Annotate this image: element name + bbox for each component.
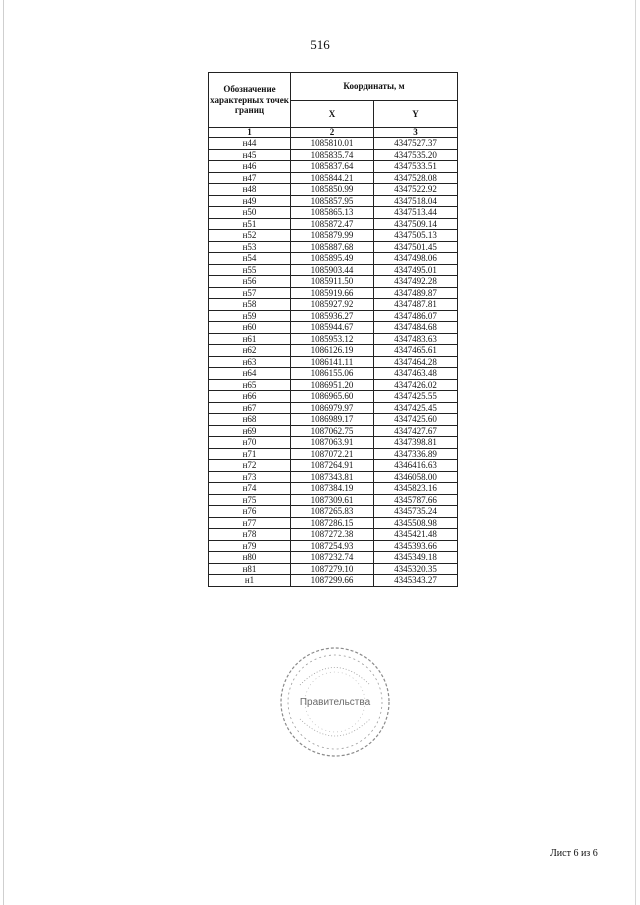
- coordinate-y: 4347528.08: [374, 172, 458, 184]
- coordinate-y: 4347427.67: [374, 425, 458, 437]
- coordinate-y: 4345343.27: [374, 575, 458, 587]
- coordinate-y: 4347398.81: [374, 437, 458, 449]
- coordinate-y: 4345735.24: [374, 506, 458, 518]
- table-row: [209, 161, 458, 173]
- coordinate-y: 4347498.06: [374, 253, 458, 265]
- point-designation: н74: [209, 483, 291, 495]
- coordinate-x: 1087279.10: [291, 563, 374, 575]
- table-row: [209, 172, 458, 184]
- table-row: [209, 368, 458, 380]
- point-designation: н72: [209, 460, 291, 472]
- point-designation: н54: [209, 253, 291, 265]
- column-number: 1: [209, 128, 291, 138]
- point-designation: н75: [209, 494, 291, 506]
- point-designation: н46: [209, 161, 291, 173]
- sheet-counter: Лист 6 из 6: [550, 848, 598, 859]
- coordinate-x: 1086141.11: [291, 356, 374, 368]
- point-designation: н70: [209, 437, 291, 449]
- table-row: [209, 287, 458, 299]
- coordinate-x: 1085879.99: [291, 230, 374, 242]
- coordinate-x: 1085872.47: [291, 218, 374, 230]
- table-row: [209, 437, 458, 449]
- coordinate-x: 1087063.91: [291, 437, 374, 449]
- coordinate-x: 1087286.15: [291, 517, 374, 529]
- point-designation: н77: [209, 517, 291, 529]
- point-designation: н63: [209, 356, 291, 368]
- point-designation: н68: [209, 414, 291, 426]
- table-row: [209, 345, 458, 357]
- point-designation: н57: [209, 287, 291, 299]
- coordinate-y: 4347527.37: [374, 138, 458, 150]
- coordinate-y: 4347425.60: [374, 414, 458, 426]
- table-row: [209, 448, 458, 460]
- table-row: [209, 218, 458, 230]
- coordinate-y: 4345508.98: [374, 517, 458, 529]
- coordinate-x: 1087264.91: [291, 460, 374, 472]
- table-body: [209, 128, 458, 587]
- coordinate-x: 1087232.74: [291, 552, 374, 564]
- coordinate-x: 1086989.17: [291, 414, 374, 426]
- point-designation: н67: [209, 402, 291, 414]
- point-designation: н76: [209, 506, 291, 518]
- table-row: [209, 322, 458, 334]
- coordinate-x: 1085953.12: [291, 333, 374, 345]
- coordinate-x: 1086155.06: [291, 368, 374, 380]
- point-designation: н61: [209, 333, 291, 345]
- point-designation: н80: [209, 552, 291, 564]
- table-row: [209, 379, 458, 391]
- table-row: [209, 207, 458, 219]
- coordinate-x: 1087299.66: [291, 575, 374, 587]
- table-row: [209, 494, 458, 506]
- coordinate-y: 4347487.81: [374, 299, 458, 311]
- coordinate-x: 1087272.38: [291, 529, 374, 541]
- point-designation: н64: [209, 368, 291, 380]
- coordinate-y: 4347489.87: [374, 287, 458, 299]
- coordinate-y: 4347486.07: [374, 310, 458, 322]
- point-designation: н56: [209, 276, 291, 288]
- table-row: [209, 506, 458, 518]
- coordinate-y: 4347425.45: [374, 402, 458, 414]
- coordinate-y: 4347426.02: [374, 379, 458, 391]
- table-row: [209, 333, 458, 345]
- coordinate-x: 1087309.61: [291, 494, 374, 506]
- coordinate-x: 1085850.99: [291, 184, 374, 196]
- coordinate-y: 4347522.92: [374, 184, 458, 196]
- point-designation: н73: [209, 471, 291, 483]
- coordinate-y: 4347483.63: [374, 333, 458, 345]
- scan-edge: [635, 0, 636, 905]
- coordinate-x: 1086951.20: [291, 379, 374, 391]
- coordinate-y: 4345320.35: [374, 563, 458, 575]
- coordinate-y: 4347505.13: [374, 230, 458, 242]
- point-designation: н60: [209, 322, 291, 334]
- coordinate-x: 1086979.97: [291, 402, 374, 414]
- coordinate-x: 1085887.68: [291, 241, 374, 253]
- page-number: 516: [310, 37, 330, 52]
- point-designation: н62: [209, 345, 291, 357]
- scan-edge: [3, 0, 4, 905]
- point-designation: н58: [209, 299, 291, 311]
- coordinate-x: 1085936.27: [291, 310, 374, 322]
- point-designation: н59: [209, 310, 291, 322]
- coordinate-y: 4345421.48: [374, 529, 458, 541]
- point-designation: н47: [209, 172, 291, 184]
- table-row: [209, 460, 458, 472]
- table-row: [209, 575, 458, 587]
- point-designation: н55: [209, 264, 291, 276]
- point-designation: н78: [209, 529, 291, 541]
- table-row: [209, 552, 458, 564]
- coordinate-x: 1085911.50: [291, 276, 374, 288]
- coordinate-x: 1087265.83: [291, 506, 374, 518]
- coordinate-y: 4347513.44: [374, 207, 458, 219]
- coordinate-x: 1087072.21: [291, 448, 374, 460]
- table-row: [209, 184, 458, 196]
- coordinate-x: 1086965.60: [291, 391, 374, 403]
- table-row: [209, 264, 458, 276]
- coordinate-x: 1085865.13: [291, 207, 374, 219]
- point-designation: н79: [209, 540, 291, 552]
- coordinate-y: 4347425.55: [374, 391, 458, 403]
- coordinate-y: 4347495.01: [374, 264, 458, 276]
- coordinate-x: 1085835.74: [291, 149, 374, 161]
- point-designation: н66: [209, 391, 291, 403]
- seal-text: Правительства: [299, 697, 371, 708]
- coordinate-y: 4345393.66: [374, 540, 458, 552]
- table-row: [209, 483, 458, 495]
- table-row: [209, 540, 458, 552]
- point-designation: н65: [209, 379, 291, 391]
- coordinate-y: 4347463.48: [374, 368, 458, 380]
- point-designation: н50: [209, 207, 291, 219]
- coordinate-x: 1087384.19: [291, 483, 374, 495]
- point-designation: н81: [209, 563, 291, 575]
- table-row: [209, 299, 458, 311]
- column-number: 3: [374, 128, 458, 138]
- column-number: 2: [291, 128, 374, 138]
- coordinate-y: 4347535.20: [374, 149, 458, 161]
- table-row: [209, 517, 458, 529]
- coordinate-x: 1087343.81: [291, 471, 374, 483]
- coordinate-x: 1087254.93: [291, 540, 374, 552]
- official-seal: [278, 645, 392, 759]
- point-designation: н53: [209, 241, 291, 253]
- coordinate-y: 4345349.18: [374, 552, 458, 564]
- coordinate-y: 4347464.28: [374, 356, 458, 368]
- point-designation: н1: [209, 575, 291, 587]
- point-designation: н49: [209, 195, 291, 207]
- coordinate-x: 1085810.01: [291, 138, 374, 150]
- coordinate-x: 1085857.95: [291, 195, 374, 207]
- coordinate-y: 4347501.45: [374, 241, 458, 253]
- point-designation: н52: [209, 230, 291, 242]
- seal-graphic: [278, 645, 392, 759]
- coordinate-x: 1085903.44: [291, 264, 374, 276]
- table-row: [209, 241, 458, 253]
- header-coordinates: Координаты, м: [291, 73, 458, 101]
- point-designation: н48: [209, 184, 291, 196]
- coordinate-y: 4346058.00: [374, 471, 458, 483]
- table-row: [209, 471, 458, 483]
- table-row: [209, 425, 458, 437]
- table-row: [209, 230, 458, 242]
- point-designation: н69: [209, 425, 291, 437]
- table-row: [209, 563, 458, 575]
- coordinate-x: 1085895.49: [291, 253, 374, 265]
- coordinate-x: 1085844.21: [291, 172, 374, 184]
- coordinate-y: 4347465.61: [374, 345, 458, 357]
- point-designation: н71: [209, 448, 291, 460]
- point-designation: н44: [209, 138, 291, 150]
- coordinate-y: 4347518.04: [374, 195, 458, 207]
- point-designation: н51: [209, 218, 291, 230]
- header-designation: Обозначение характерных точек границ: [209, 73, 291, 128]
- coordinate-x: 1087062.75: [291, 425, 374, 437]
- header-x: X: [291, 101, 374, 128]
- coordinate-y: 4345823.16: [374, 483, 458, 495]
- column-numbers-row: [209, 128, 458, 138]
- table-row: [209, 402, 458, 414]
- coordinate-x: 1086126.19: [291, 345, 374, 357]
- table-row: [209, 414, 458, 426]
- table-row: [209, 276, 458, 288]
- coordinate-y: 4347533.51: [374, 161, 458, 173]
- table-row: [209, 529, 458, 541]
- coordinate-y: 4347492.28: [374, 276, 458, 288]
- coordinate-x: 1085837.64: [291, 161, 374, 173]
- table-row: [209, 391, 458, 403]
- table-row: [209, 356, 458, 368]
- table-row: [209, 195, 458, 207]
- coordinates-table: [208, 72, 458, 587]
- coordinate-y: 4345787.66: [374, 494, 458, 506]
- coordinate-y: 4346416.63: [374, 460, 458, 472]
- table-row: [209, 149, 458, 161]
- table-row: [209, 138, 458, 150]
- coordinate-y: 4347509.14: [374, 218, 458, 230]
- coordinate-y: 4347484.68: [374, 322, 458, 334]
- point-designation: н45: [209, 149, 291, 161]
- coordinate-y: 4347336.89: [374, 448, 458, 460]
- coordinate-x: 1085919.66: [291, 287, 374, 299]
- table-row: [209, 253, 458, 265]
- header-y: Y: [374, 101, 458, 128]
- coordinate-x: 1085944.67: [291, 322, 374, 334]
- coordinate-x: 1085927.92: [291, 299, 374, 311]
- table-row: [209, 310, 458, 322]
